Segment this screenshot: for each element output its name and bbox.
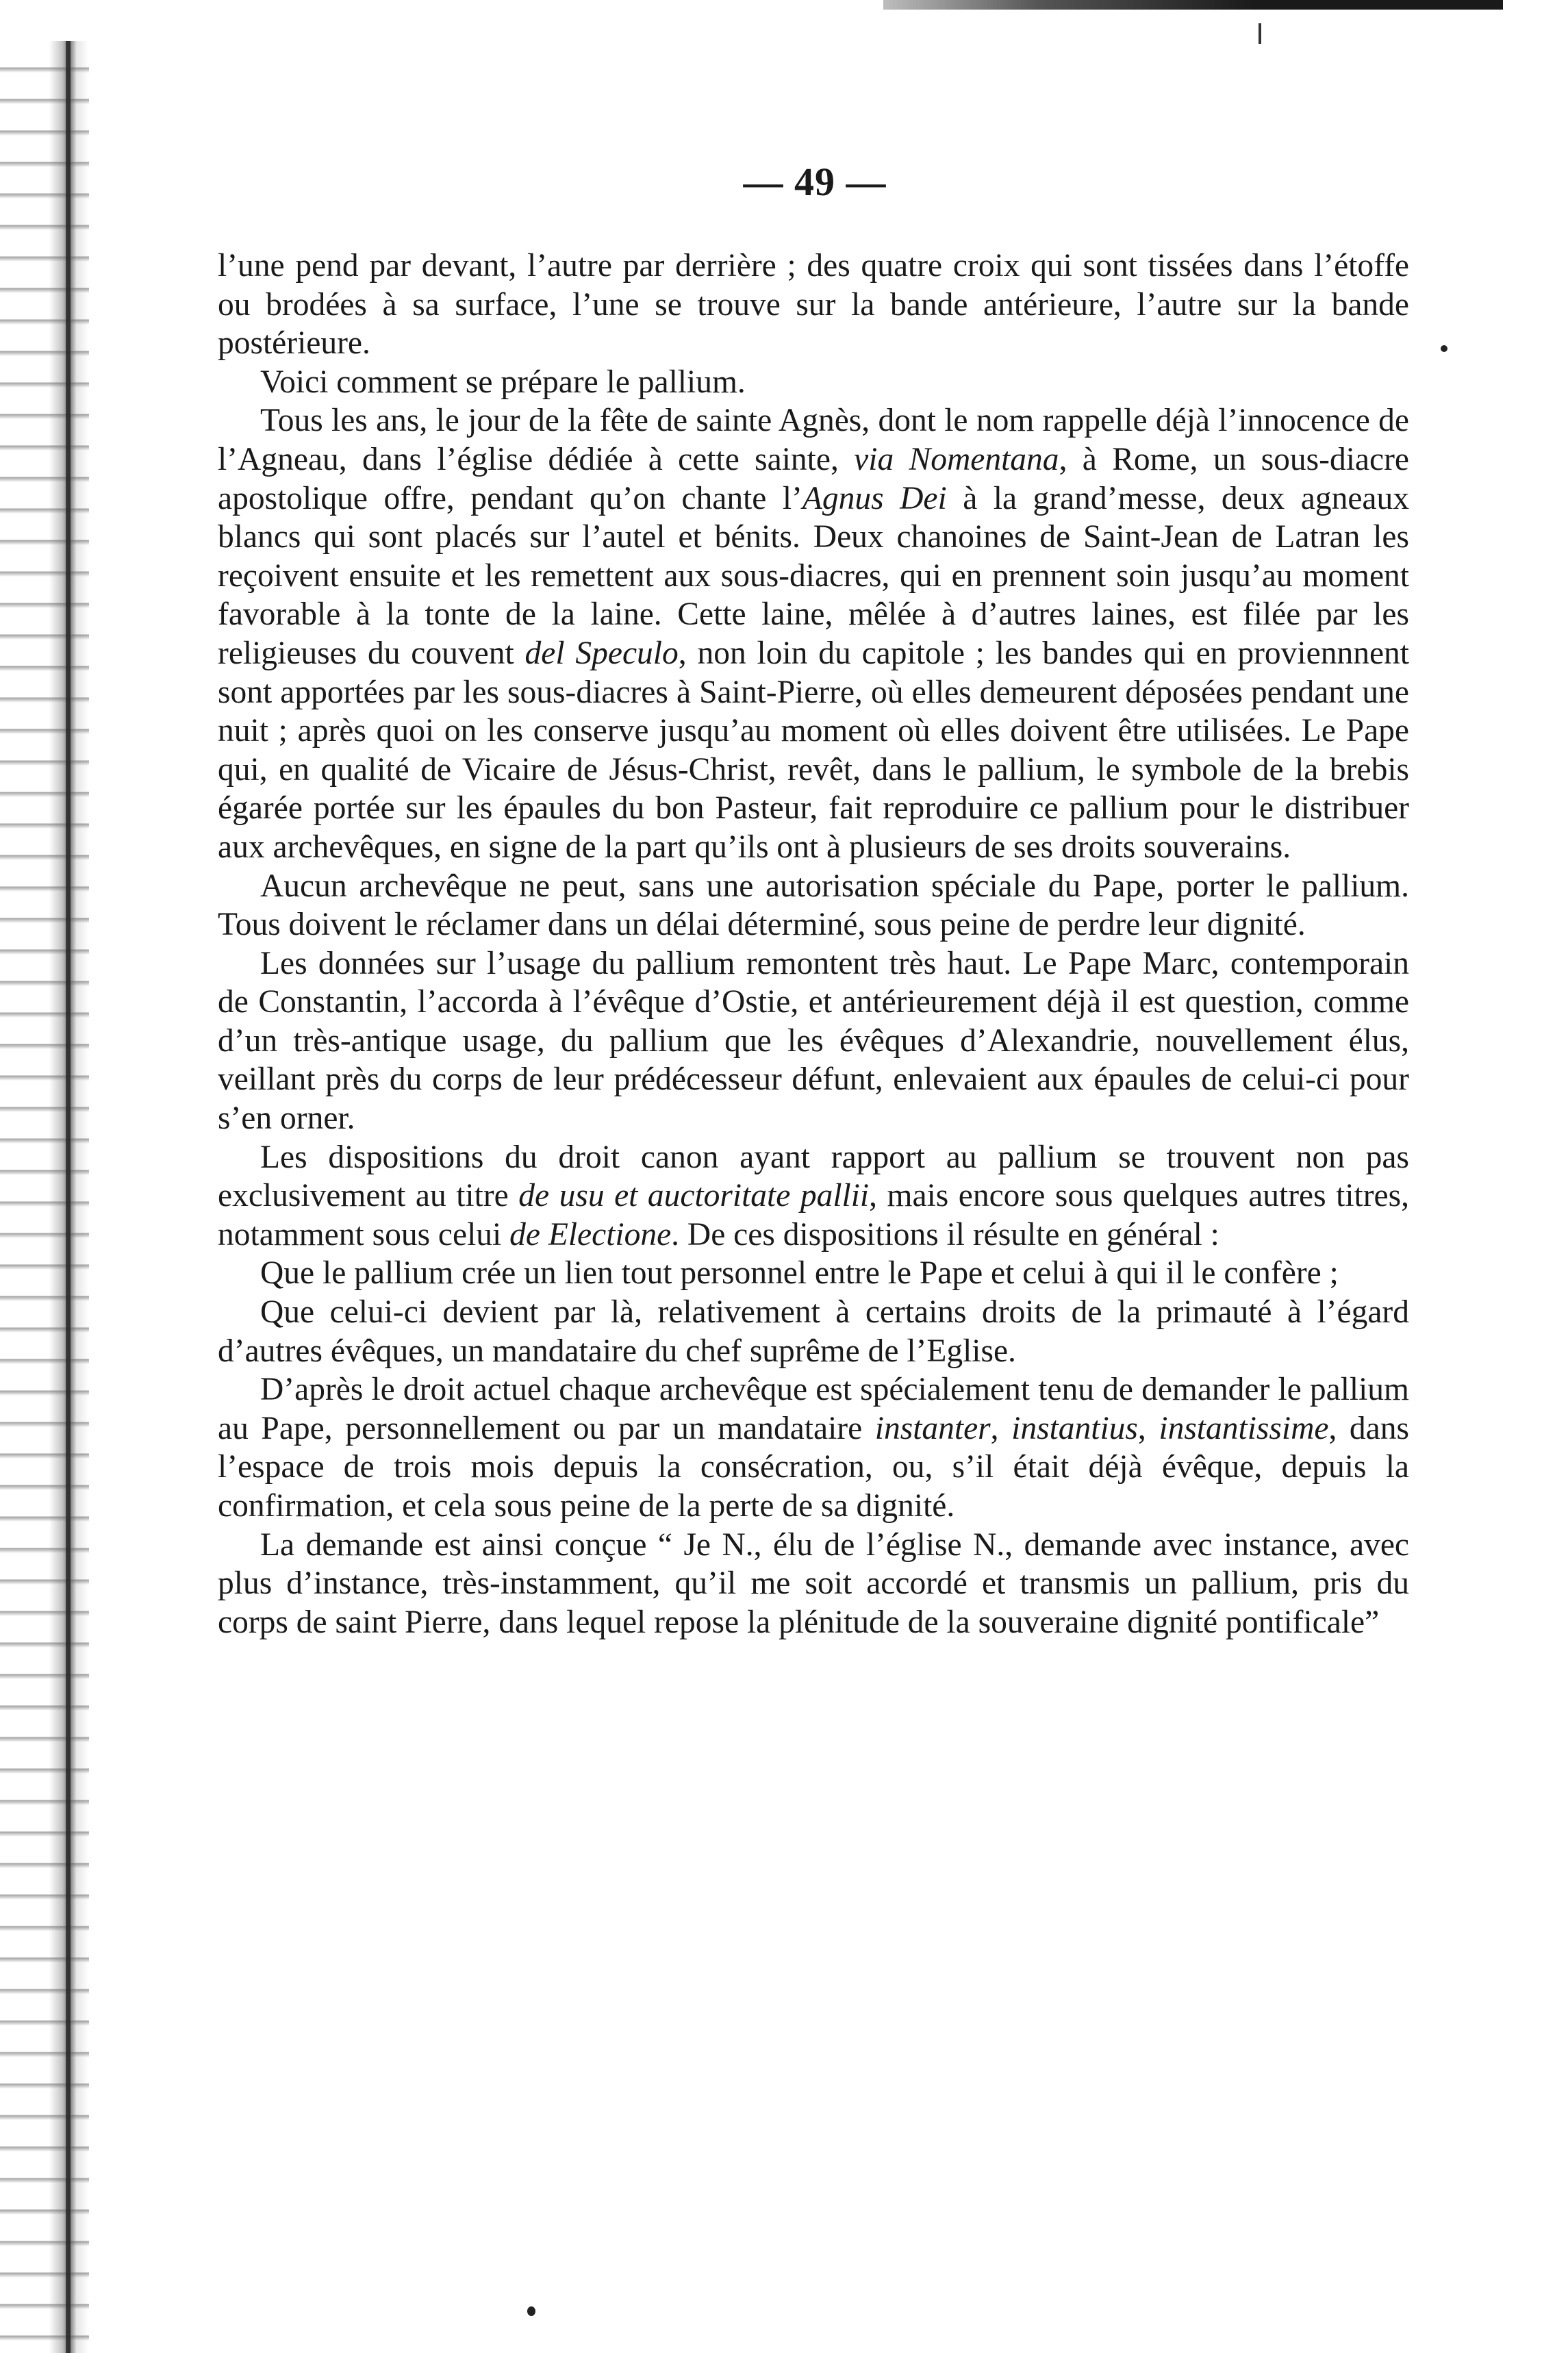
paragraph xyxy=(218,247,1409,363)
body-text xyxy=(218,247,1409,1641)
paragraph xyxy=(218,1526,1409,1642)
paragraph xyxy=(218,363,1409,402)
paragraph-text: Les dispositions du droit canon ayant rapport au pallium se trouvent non pas exclusivement au titre xyxy=(218,1139,1409,1214)
page-binding-line xyxy=(66,41,71,2353)
paragraph xyxy=(218,1138,1409,1255)
bottom-dot-decoration xyxy=(527,2306,535,2316)
paragraph-text: Les données sur l’usage du pallium remontent très haut. Le Pape Marc, contemporain de Constantin, l’accorda à l’évêque d’Ostie, et antérieurement déjà il est question, comme d’un très-antique usage, du pallium que les évêques d’Alexandrie, nouvellement élus, veillant près du corps de leur prédécesseur défunt, enlevaient aux épaules de celui-ci pour s’en orner. xyxy=(218,945,1409,1137)
paragraph-text: La demande est ainsi conçue “ Je N., élu de l’église N., demande avec instance, avec plus d’instance, très-instamment, qu’il me soit accordé et transmis un pallium, pris du corps de saint Pierre, dans lequel repose la plénitude de la souveraine dignité pontificale” xyxy=(218,1526,1409,1640)
italic-text: de Electione xyxy=(509,1216,672,1253)
paragraph-text: , dans l’espace de trois mois depuis la consécration, ou, s’il était déjà évêque, depuis la confirmation, et cela sous peine de la perte de sa dignité. xyxy=(218,1410,1409,1524)
paragraph-text: Que le pallium crée un lien tout personnel entre le Pape et celui à qui il le confère ; xyxy=(260,1255,1339,1292)
italic-text: Agnus Dei xyxy=(802,480,947,516)
page-number: — 49 — xyxy=(743,160,887,204)
italic-text: instantissime xyxy=(1159,1410,1329,1446)
italic-text: del Speculo xyxy=(524,635,679,671)
paragraph xyxy=(218,1293,1409,1370)
paragraph-text: à la grand’messe, deux agneaux blancs qui sont placés sur l’autel et bénits. Deux chanoines de Saint-Jean de Latran les reçoivent ensuite et les remettent aux sous-diacres, qui en prennent soin jusqu’au moment favorable à la tonte de la laine. Cette laine, mêlée à d’autres laines, est filée par les religieuses du couvent xyxy=(218,480,1410,671)
italic-text: de usu et auctoritate pallii xyxy=(518,1178,870,1214)
paragraph-text: , xyxy=(990,1410,1012,1446)
italic-text: via Nomentana xyxy=(854,441,1059,477)
paragraph-text: , non loin du capitole ; les bandes qui en proviennnent sont apportées par les sous-diacres à Saint-Pierre, où elles demeurent déposées pendant une nuit ; après quoi on les conserve jusqu’au moment où elles doivent être utilisées. Le Pape qui, en qualité de Vicaire de Jésus-Christ, revêt, dans le pallium, le symbole de la brebis égarée portée sur les épaules du bon Pasteur, fait reproduire ce pallium pour le distribuer aux archevêques, en signe de la part qu’ils ont à plusieurs de ses droits souverains. xyxy=(218,635,1409,865)
paragraph xyxy=(218,944,1409,1138)
paragraph-text: Que celui-ci devient par là, relativement à certains droits de la primauté à l’égard d’autres évêques, un mandataire du chef suprême de l’Eglise. xyxy=(218,1294,1409,1369)
margin-dot-decoration xyxy=(1441,345,1447,352)
paragraph-text: l’une pend par devant, l’autre par derrière ; des quatre croix qui sont tissées dans l’étoffe ou brodées à sa surface, l’une se trouve sur la bande antérieure, l’autre sur la bande postérieure. xyxy=(218,248,1409,362)
paragraph-text: Tous les ans, le jour de la fête de sainte Agnès, dont le nom rappelle déjà l’innocence de l’Agneau, dans l’église dédiée à cette sainte, xyxy=(218,403,1409,477)
paragraph-text: , mais encore sous quelques autres titres, notamment sous celui xyxy=(218,1178,1409,1253)
paragraph-text: Aucun archevêque ne peut, sans une autorisation spéciale du Pape, porter le pallium. Tous doivent le réclamer dans un délai déterminé, sous peine de perdre leur dignité. xyxy=(218,868,1409,943)
top-rule-tick-decoration xyxy=(1259,23,1261,44)
paragraph xyxy=(218,1254,1409,1293)
paragraph-text: , xyxy=(1137,1410,1159,1446)
paragraph xyxy=(218,1370,1409,1525)
page-binding-shadow xyxy=(0,41,89,2353)
italic-text: instanter xyxy=(874,1410,991,1446)
paragraph-text: D’après le droit actuel chaque archevêque est spécialement tenu de demander le pallium au Pape, personnellement ou par un mandataire xyxy=(218,1372,1409,1446)
italic-text: instantius xyxy=(1011,1410,1138,1446)
paragraph xyxy=(218,401,1409,866)
top-rule-decoration xyxy=(883,0,1503,10)
paragraph-text: Voici comment se prépare le pallium. xyxy=(260,364,746,400)
paragraph xyxy=(218,867,1409,944)
paragraph-text: , à Rome, un sous-diacre apostolique offre, pendant qu’on chante l’ xyxy=(218,441,1409,516)
paragraph-text: . De ces dispositions il résulte en général : xyxy=(671,1216,1219,1253)
